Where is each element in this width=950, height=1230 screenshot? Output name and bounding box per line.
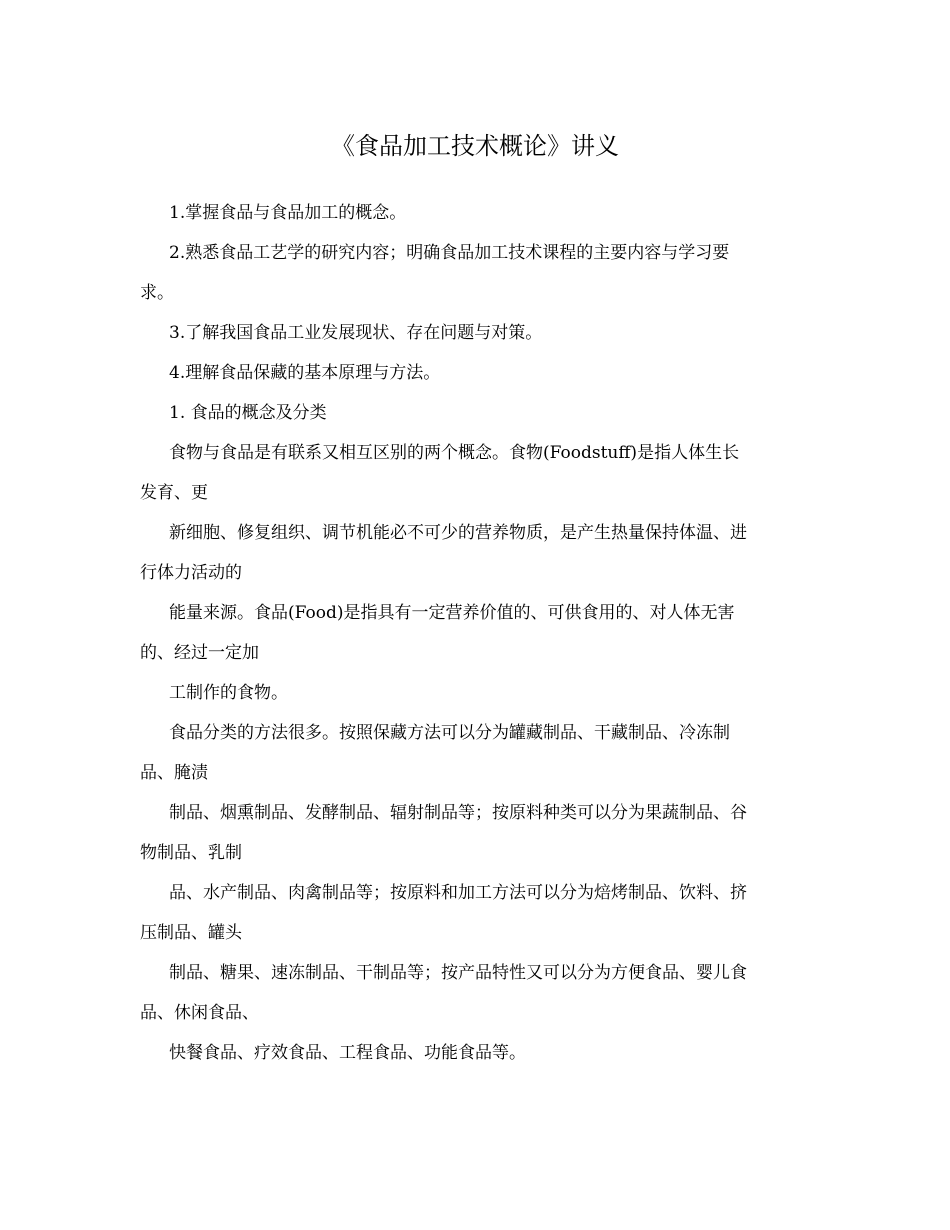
objective-item: 4.理解食品保藏的基本原理与方法。 (169, 363, 441, 383)
paragraph-line: 品、休闲食品、 (140, 1003, 259, 1023)
section-heading: 1. 食品的概念及分类 (169, 403, 327, 423)
objective-item: 1.掌握食品与食品加工的概念。 (169, 203, 407, 223)
paragraph-line: 品、腌渍 (140, 763, 208, 783)
paragraph-line: 制品、烟熏制品、发酵制品、辐射制品等；按原料种类可以分为果蔬制品、谷 (169, 803, 747, 823)
paragraph-line: 发育、更 (140, 483, 208, 503)
paragraph-line: 工制作的食物。 (169, 683, 288, 703)
paragraph-line: 制品、糖果、速冻制品、干制品等；按产品特性又可以分为方便食品、婴儿食 (169, 963, 747, 983)
paragraph-line: 食品分类的方法很多。按照保藏方法可以分为罐藏制品、干藏制品、冷冻制 (169, 723, 730, 743)
document-title: 《食品加工技术概论》讲义 (331, 132, 619, 160)
classification-paragraph (140, 713, 820, 1073)
paragraph-line: 新细胞、修复组织、调节机能必不可少的营养物质，是产生热量保持体温、进 (169, 523, 747, 543)
objectives-block (140, 193, 820, 393)
paragraph-line: 快餐食品、疗效食品、工程食品、功能食品等。 (169, 1043, 526, 1063)
objective-item: 2.熟悉食品工艺学的研究内容；明确食品加工技术课程的主要内容与学习要 (169, 243, 730, 263)
paragraph-line: 物制品、乳制 (140, 843, 242, 863)
paragraph-line: 食物与食品是有联系又相互区别的两个概念。食物(Foodstuff)是指人体生长 (169, 443, 740, 463)
section-heading-block (140, 393, 820, 433)
concept-paragraph (140, 433, 820, 713)
paragraph-line: 品、水产制品、肉禽制品等；按原料和加工方法可以分为焙烤制品、饮料、挤 (169, 883, 747, 903)
objective-item-continuation: 求。 (140, 283, 174, 303)
paragraph-line: 的、经过一定加 (140, 643, 259, 663)
paragraph-line: 压制品、罐头 (140, 923, 242, 943)
paragraph-line: 能量来源。食品(Food)是指具有一定营养价值的、可供食用的、对人体无害 (169, 603, 735, 623)
objective-item: 3.了解我国食品工业发展现状、存在问题与对策。 (169, 323, 543, 343)
paragraph-line: 行体力活动的 (140, 563, 242, 583)
